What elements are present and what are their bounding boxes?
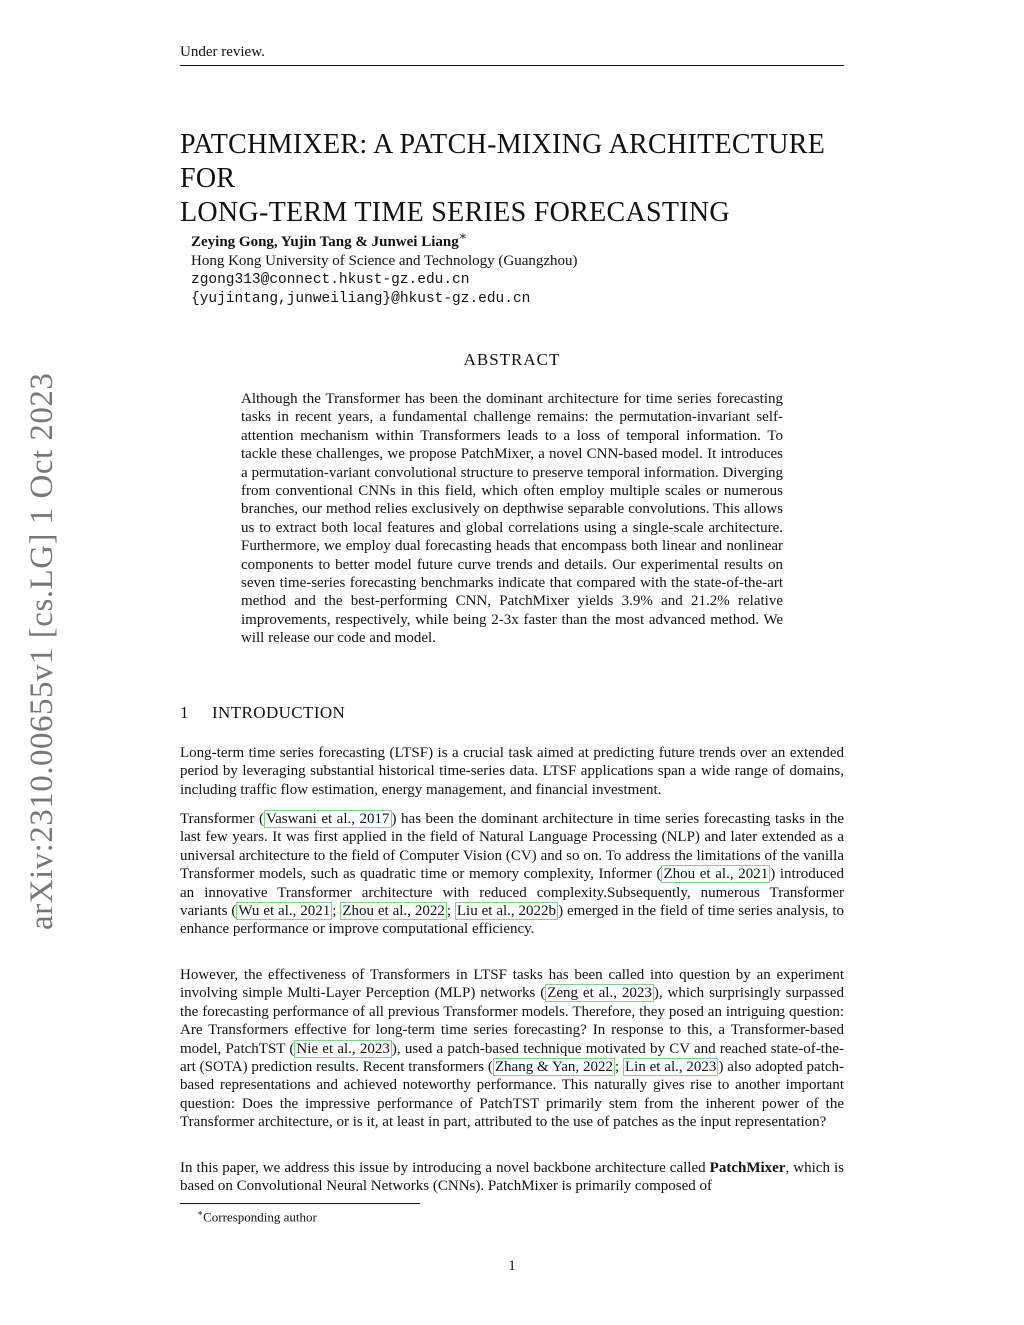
section-heading-introduction: [180, 703, 345, 723]
text-run: ) has been the dominant architecture in time series forecasting tasks in the last few years. It was first applied in the field of Natural Language Processing (NLP) and later extended as a universal architecture to the field of Computer Vision (CV) and so on. To address the limitations of the vanilla Transformer models, such as quadratic time or memory complexity, Informer (: [180, 811, 844, 883]
text-run: ), used a patch-based technique motivated by CV and reached state-of-the-art (SOTA) prediction results. Recent transformers (: [180, 1040, 845, 1076]
citation-link[interactable]: Lin et al., 2023: [625, 1059, 717, 1076]
text-run: ;: [615, 1059, 623, 1076]
text-run: ) introduced an innovative Transformer architecture with reduced complexity.Subsequently, numerous Transformer variants (: [180, 866, 845, 920]
citation-link[interactable]: Zhang & Yan, 2022: [494, 1059, 613, 1076]
text-run: Transformer (: [180, 811, 264, 827]
text-run: However, the effectiveness of Transformers in LTSF tasks has been called into question by an experiment involving simple Multi-Layer Perception (MLP) networks (: [180, 967, 844, 1002]
footnote: [197, 1208, 317, 1225]
section-number: 1: [180, 703, 189, 722]
arxiv-identifier: arXiv:2310.00655v1 [cs.LG] 1 Oct 2023: [24, 372, 60, 930]
paragraph-3: [180, 966, 844, 1132]
footnote-mark: ∗: [197, 1208, 204, 1218]
text-run: ), which surprisingly surpassed the forecasting performance of all previous Transformer models. Therefore, they posed an intriguing question: Are Transformers effective for long-term time series forecasting? In response to this, a Transformer-based model, PatchTST (: [180, 985, 844, 1057]
citation-link[interactable]: Vaswani et al., 2017: [265, 811, 390, 827]
corresponding-mark: ∗: [458, 229, 468, 243]
paper-title: [180, 128, 860, 230]
running-head: Under review.: [180, 44, 265, 60]
footnote-rule: [180, 1203, 420, 1204]
footnote-text: Corresponding author: [203, 1209, 317, 1225]
citation-link[interactable]: Zhou et al., 2021: [663, 866, 769, 883]
affiliation: Hong Kong University of Science and Technology (Guangzhou): [191, 253, 578, 269]
model-name-bold: PatchMixer: [709, 1160, 786, 1176]
text-run: In this paper, we address this issue by introducing a novel backbone architecture called: [180, 1160, 710, 1176]
email-2: {yujintang,junweiliang}@hkust-gz.edu.cn: [191, 291, 531, 307]
author-names: Zeying Gong, Yujin Tang & Junwei Liang: [191, 234, 459, 250]
citation-link[interactable]: Liu et al., 2022b: [456, 903, 557, 920]
citation-link[interactable]: Wu et al., 2021: [238, 903, 331, 920]
paragraph-4: [180, 1159, 844, 1196]
citation-link[interactable]: Zhou et al., 2022: [342, 903, 445, 920]
title-line-2: LONG-TERM TIME SERIES FORECASTING: [180, 197, 730, 228]
author-block: [191, 227, 578, 309]
paragraph-1: Long-term time series forecasting (LTSF) is a crucial task aimed at predicting future trends over an extended period by leveraging substantial historical time-series data. LTSF applications span a wide range of domains, including traffic flow estimation, energy management, and financial investment.: [180, 745, 844, 798]
citation-link[interactable]: Nie et al., 2023: [296, 1040, 390, 1057]
citation-link[interactable]: Zeng et al., 2023: [547, 985, 652, 1002]
text-run: ) emerged in the field of time series analysis, to enhance performance or improve computational efficiency.: [180, 903, 844, 938]
text-run: ) also adopted patch-based representations and achieved noteworthy performance. This naturally gives rise to another important question: Does the impressive performance of PatchTST primarily stem from the inherent power of the Transformer architecture, or is it, at least in part, attributed to the use of patches as the input representation?: [180, 1059, 845, 1131]
email-1: zgong313@connect.hkust-gz.edu.cn: [191, 272, 470, 288]
text-run: , which is based on Convolutional Neural Networks (CNNs). PatchMixer is primarily composed of: [180, 1160, 844, 1195]
title-line-1: PATCHMIXER: A PATCH-MIXING ARCHITECTURE FOR: [180, 129, 826, 194]
page-number: 1: [508, 1258, 516, 1274]
abstract-heading: ABSTRACT: [463, 350, 561, 369]
text-run: ;: [446, 903, 455, 920]
text-run: ;: [332, 903, 341, 920]
paragraph-2: [180, 810, 844, 939]
header-rule: [180, 65, 844, 66]
section-title: INTRODUCTION: [212, 703, 346, 722]
abstract-text: Although the Transformer has been the dominant architecture for time series forecasting tasks in recent years, a fundamental challenge remains: the permutation-invariant self-attention mechanism within Transformers leads to a loss of temporal information. To tackle these challenges, we propose PatchMixer, a novel CNN-based model. It introduces a permutation-variant convolutional structure to preserve temporal information. Diverging from conventional CNNs in this field, which often employ multiple scales or numerous branches, our method relies exclusively on depthwise separable convolutions. This allows us to extract both local features and global correlations using a single-scale architecture. Furthermore, we employ dual forecasting heads that encompass both linear and nonlinear components to better model future curve trends and details. Our experimental results on seven time-series forecasting benchmarks indicate that compared with the state-of-the-art method and the best-performing CNN, PatchMixer yields 3.9% and 21.2% relative improvements, respectively, while being 2-3x faster than the most advanced method. We will release our code and model.: [241, 391, 783, 647]
